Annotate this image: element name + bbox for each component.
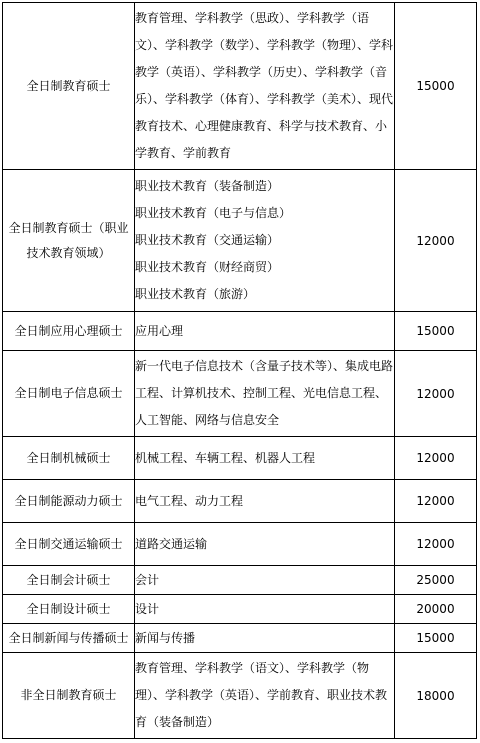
fields-cell xyxy=(135,351,395,437)
degree-cell: 全日制教育硕士 xyxy=(3,3,135,170)
fields-cell xyxy=(135,3,395,170)
degree-cell: 全日制应用心理硕士 xyxy=(3,312,135,351)
fee-cell: 12000 xyxy=(395,351,477,437)
fee-cell: 15000 xyxy=(395,624,477,653)
field-text: 应用心理 xyxy=(135,323,184,338)
table-row xyxy=(3,312,477,351)
fee-cell: 12000 xyxy=(395,437,477,480)
fields-cell xyxy=(135,653,395,739)
fields-cell xyxy=(135,523,395,566)
table-row xyxy=(3,351,477,437)
tuition-table-body xyxy=(3,3,477,739)
table-row xyxy=(3,480,477,523)
field-text: 电气工程、动力工程 xyxy=(135,493,244,508)
fields-cell xyxy=(135,170,395,312)
fields-cell xyxy=(135,312,395,351)
field-text: 职业技术教育（装备制造） xyxy=(135,179,280,193)
degree-cell: 全日制设计硕士 xyxy=(3,595,135,624)
field-text: 教育管理、学科教学（语文）、学科教学（物理）、学科教学（英语）、学前教育、职业技术教育（装备制造） xyxy=(135,661,388,729)
field-text: 设计 xyxy=(135,601,160,616)
degree-cell: 全日制教育硕士（职业技术教育领域） xyxy=(3,170,135,312)
field-text: 新闻与传播 xyxy=(135,630,196,645)
degree-cell: 全日制会计硕士 xyxy=(3,566,135,595)
table-row xyxy=(3,595,477,624)
fee-cell: 12000 xyxy=(395,480,477,523)
table-row xyxy=(3,653,477,739)
fields-cell xyxy=(135,624,395,653)
fee-cell: 20000 xyxy=(395,595,477,624)
fields-cell xyxy=(135,480,395,523)
table-row xyxy=(3,3,477,170)
fee-cell: 25000 xyxy=(395,566,477,595)
field-text: 机械工程、车辆工程、机器人工程 xyxy=(135,450,316,465)
field-text: 会计 xyxy=(135,572,160,587)
fields-cell xyxy=(135,437,395,480)
table-row xyxy=(3,437,477,480)
degree-cell: 非全日制教育硕士 xyxy=(3,653,135,739)
fields-cell xyxy=(135,595,395,624)
field-text: 职业技术教育（电子与信息） xyxy=(135,206,292,220)
degree-cell: 全日制新闻与传播硕士 xyxy=(3,624,135,653)
table-row xyxy=(3,170,477,312)
fee-cell: 12000 xyxy=(395,170,477,312)
fee-cell: 12000 xyxy=(395,523,477,566)
table-row xyxy=(3,566,477,595)
field-text: 新一代电子信息技术（含量子技术等）、集成电路工程、计算机技术、控制工程、光电信息工程、人工智能、网络与信息安全 xyxy=(135,359,394,427)
tuition-table xyxy=(2,2,477,739)
table-row xyxy=(3,523,477,566)
field-text: 教育管理、学科教学（思政）、学科教学（语文）、学科教学（数学）、学科教学（物理）、学科教学（英语）、学科教学（历史）、学科教学（音乐）、学科教学（体育）、学科教学（美术）、现代教育技术、心理健康教育、科学与技术教育、小学教育、学前教育 xyxy=(135,11,394,160)
field-text: 道路交通运输 xyxy=(135,536,208,551)
table-row xyxy=(3,624,477,653)
fields-cell xyxy=(135,566,395,595)
fee-cell: 15000 xyxy=(395,312,477,351)
degree-cell: 全日制交通运输硕士 xyxy=(3,523,135,566)
field-text: 职业技术教育（交通运输） xyxy=(135,233,280,247)
field-text: 职业技术教育（旅游） xyxy=(135,287,256,301)
fee-cell: 18000 xyxy=(395,653,477,739)
field-text: 职业技术教育（财经商贸） xyxy=(135,260,280,274)
fee-cell: 15000 xyxy=(395,3,477,170)
degree-cell: 全日制电子信息硕士 xyxy=(3,351,135,437)
degree-cell: 全日制能源动力硕士 xyxy=(3,480,135,523)
degree-cell: 全日制机械硕士 xyxy=(3,437,135,480)
